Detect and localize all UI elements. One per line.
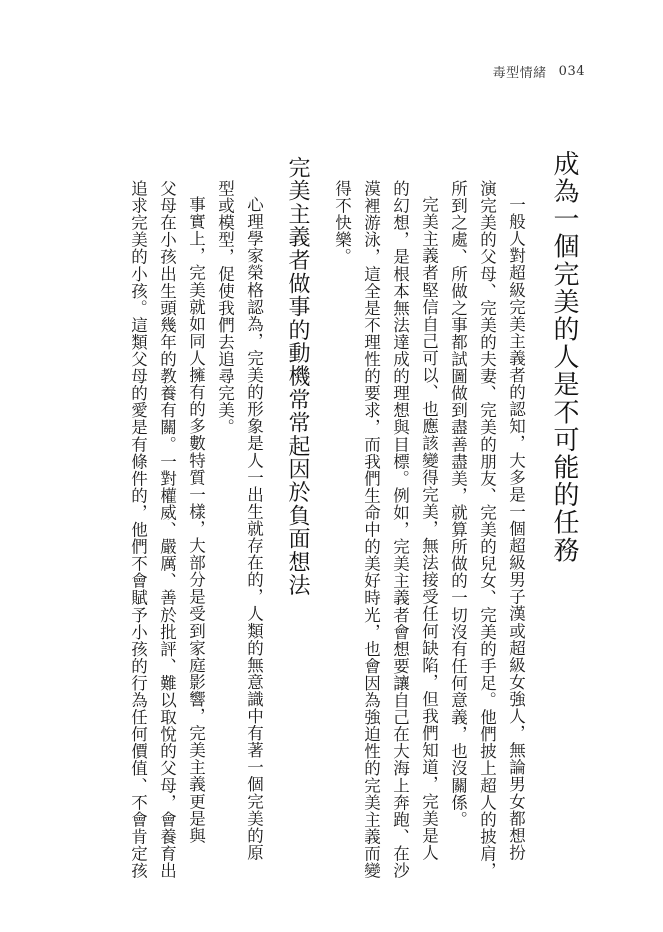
- paragraph-line: 事實上，完美就如同人擁有的多數特質一樣，大部分是受到家庭影響，完美主義更是與: [186, 196, 206, 844]
- paragraph-line: 的幻想，是根本無法達成的理想與目標。例如，完美主義者會想要讓自己在大海上奔跑、在沙: [390, 180, 410, 880]
- paragraph-line: 一般人對超級完美主義者的認知，大多是一個超級男子漢或超級女強人，無論男女都想扮: [506, 196, 526, 861]
- paragraph-line: 得不快樂。: [332, 180, 352, 266]
- paragraph-line: 所到之處、所做之事都試圖做到盡善盡美，就算所做的一切沒有任何意義，也沒關係。: [448, 180, 468, 828]
- section-subheading: 完美主義者做事的動機常常起因於負面想法: [285, 156, 310, 597]
- paragraph-line: 型或模型，促使我們去追尋完美。: [215, 180, 235, 436]
- paragraph-line: 演完美的父母、完美的夫妻、完美的朋友、完美的兒女、完美的手足。他們披上超人的披肩，: [477, 180, 497, 880]
- page-number: 034: [558, 63, 585, 79]
- paragraph-line: 完美主義者堅信自己可以、也應該變得完美，無法接受任何缺陷，但我們知道，完美是人: [419, 196, 439, 861]
- paragraph-line: 父母在小孩出生頭幾年的教養有關。一對權威、嚴厲、善於批評、難以取悅的父母，會養育出: [157, 180, 177, 880]
- paragraph-line: 追求完美的小孩。這類父母的愛是有條件的，他們不會賦予小孩的行為任何價值、不會肯定孩: [128, 180, 148, 880]
- paragraph-line: 心理學家榮格認為，完美的形象是人一出生就存在的，人類的無意識中有著一個完美的原: [244, 196, 264, 861]
- running-header: [493, 62, 585, 80]
- paragraph-line: 漠裡游泳，這全是不理性的要求，而我們生命中的美好時光，也會因為強迫性的完美主義而變: [361, 180, 381, 880]
- running-header-title: 毒型情緒: [492, 65, 547, 81]
- chapter-heading: 成為一個完美的人是不可能的任務: [549, 150, 579, 564]
